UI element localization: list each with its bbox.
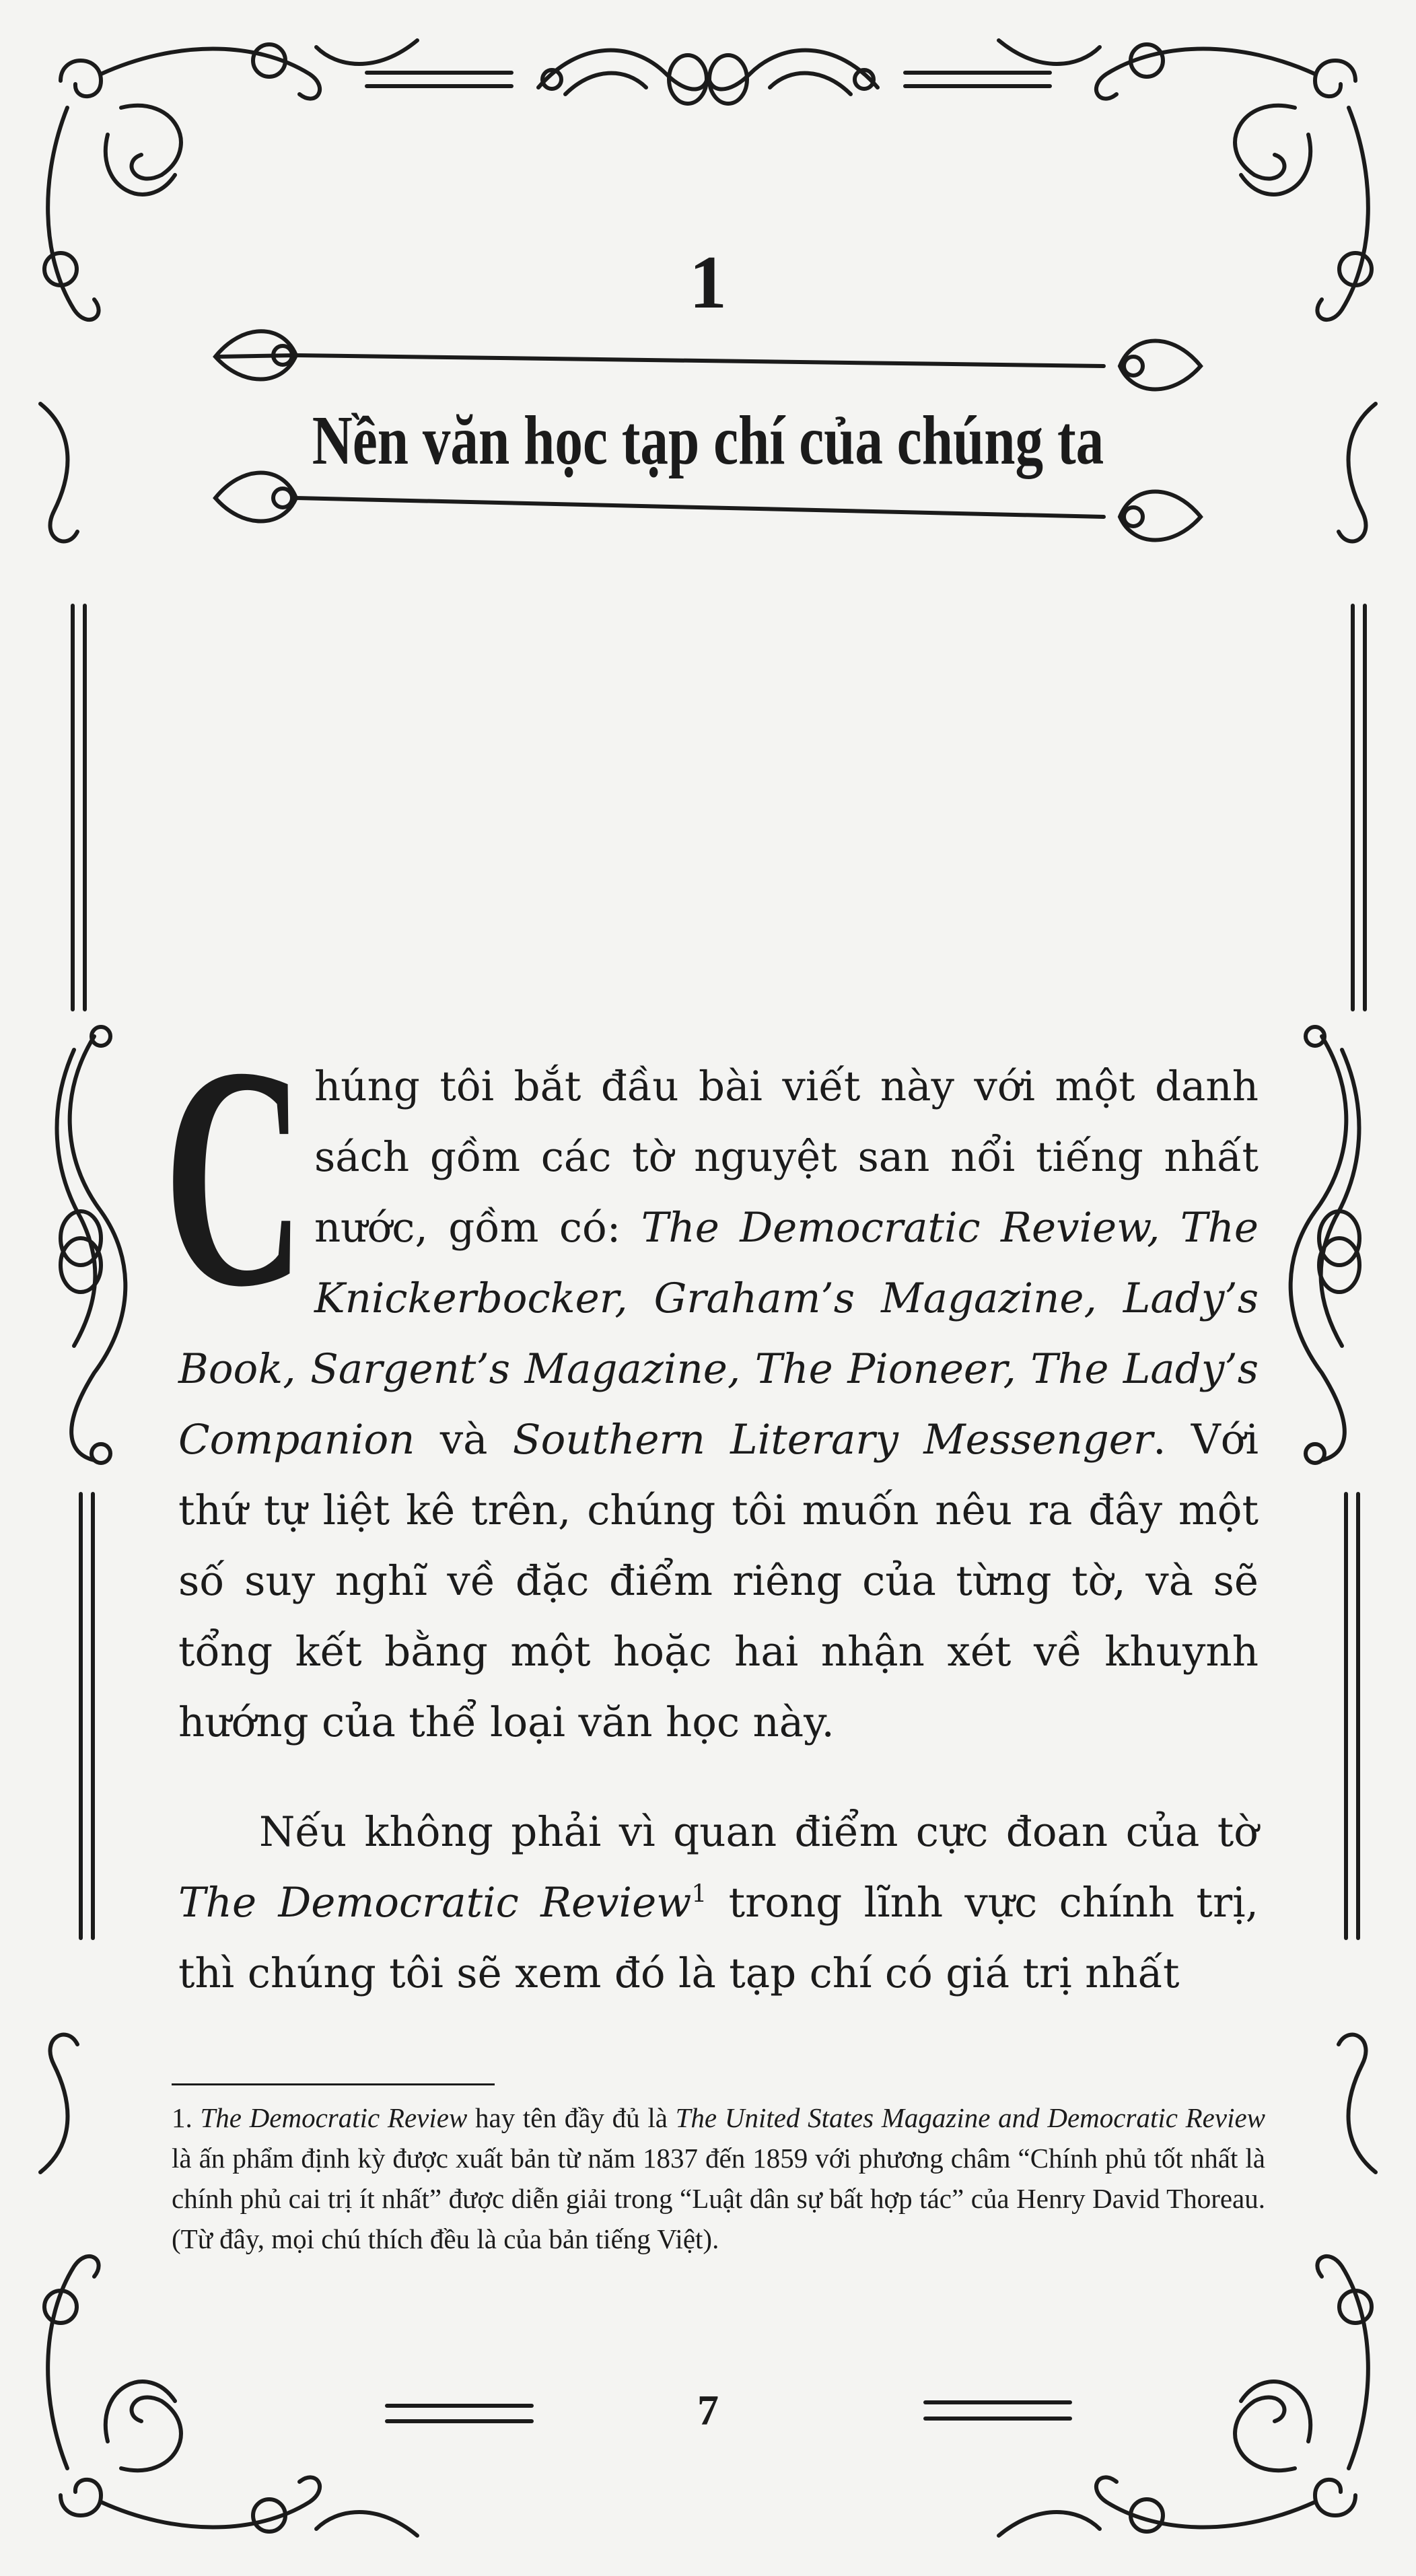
footnote: 1. The Democratic Review hay tên đầy đủ là The United States Magazine and Democratic Review là ấn phẩm định kỳ được xuất bản từ năm 1837 đến 1859 với phương châm “Chính phủ tốt nhất là chính phủ cai trị ít nhất” được diễn giải trong “Luật dân sự bất hợp tác” của Henry David Thoreau. (Từ đây, mọi chú thích đều là của bản tiếng Việt). — [172, 2102, 1266, 2254]
chapter-title: Nền văn học tạp chí của chúng ta — [312, 402, 1104, 479]
title-rule-top — [215, 331, 1201, 389]
drop-cap: C — [164, 1001, 306, 1352]
magazine-list: The Democratic Review, The Knickerbocker, Graham’s Magazine, Lady’s Book, Sargent’s Magazine, The Pioneer, The Lady’s Companion — [178, 1204, 1259, 1464]
page-number: 7 — [697, 2386, 719, 2434]
right-side-flourish — [1291, 1027, 1359, 1463]
footnote-divider — [172, 2083, 495, 2085]
paragraph-1: Chúng tôi bắt đầu bài viết này với một danh sách gồm các tờ nguyệt san nổi tiếng nhất nước, gồm có: The Democratic Review, The Knickerbocker, Graham’s Magazine, Lady’s Book, Sargent’s Magazine, The Pioneer, The Lady’s Companion và Southern Literary Messenger. Với thứ tự liệt kê trên, chúng tôi muốn nêu ra đây một số suy nghĩ về đặc điểm riêng của từng tờ, và sẽ tổng kết bằng một hoặc hai nhận xét về khuynh hướng của thể loại văn học này. — [164, 1001, 1259, 1746]
left-side-rules — [73, 606, 93, 1938]
footnote-reference[interactable]: 1 — [691, 1880, 707, 1908]
magazine-name: Southern Literary Messenger — [512, 1416, 1154, 1464]
paragraph-2: Nếu không phải vì quan điểm cực đoan của tờ The Democratic Review$^1$ trong lĩnh vực chính trị, thì chúng tôi sẽ xem đó là tạp chí có giá trị nhất — [178, 1808, 1259, 1997]
chapter-number: 1 — [689, 241, 727, 324]
magazine-name: The Democratic Review — [178, 1879, 692, 1927]
right-side-rules — [1346, 606, 1365, 1938]
left-side-flourish — [57, 1027, 126, 1463]
top-center-flourish — [538, 50, 878, 104]
